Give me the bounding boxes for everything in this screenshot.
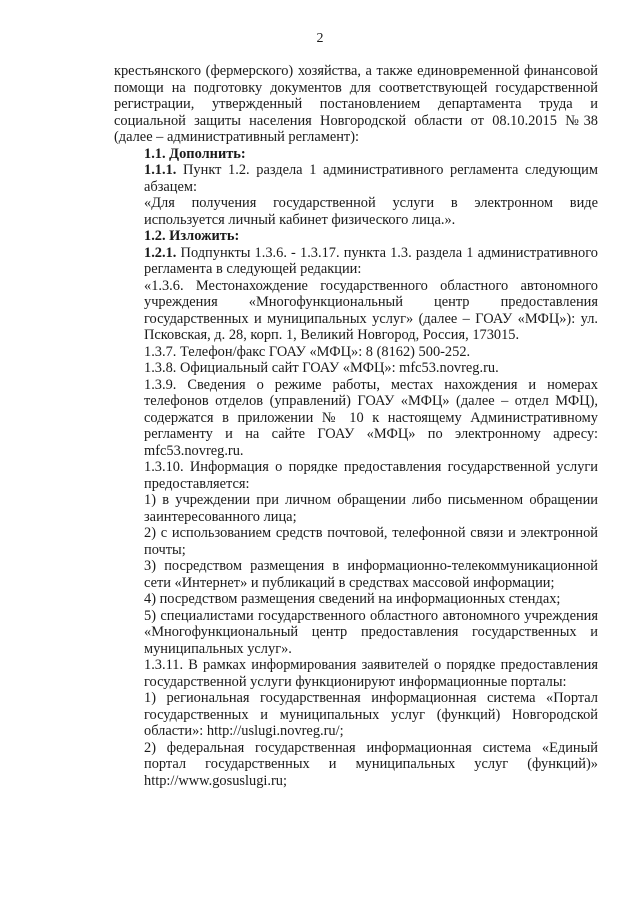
line-text: регламенту и на сайте ГОАУ «МФЦ» по электронному адресу: — [144, 426, 598, 442]
text-line — [114, 756, 598, 773]
text-line — [114, 443, 598, 460]
text-line — [114, 624, 598, 641]
text-line — [114, 476, 598, 493]
line-text: «Для получения государственной услуги в электронном виде — [144, 195, 598, 211]
text-line — [114, 162, 598, 179]
text-line — [114, 228, 598, 245]
line-text: абзацем: — [144, 178, 197, 195]
text-line — [114, 377, 598, 394]
document-body — [114, 63, 598, 789]
text-line — [114, 80, 598, 97]
text-line — [114, 674, 598, 691]
line-text: 1.3.9. Сведения о режиме работы, местах нахождения и номерах — [144, 376, 598, 393]
line-text: «Многофункциональный центр предоставления государственных и — [144, 624, 598, 640]
text-line — [114, 773, 598, 790]
line-text: Пункт 1.2. раздела 1 административного регламента следующим — [183, 162, 598, 178]
line-text: 1.1. Дополнить: — [144, 145, 246, 162]
line-text: учреждения «Многофункциональный центр предоставления — [144, 294, 598, 310]
line-text: Псковская, д. 28, корп. 1, Великий Новгород, Россия, 173015. — [144, 327, 520, 343]
line-text: 1.3.11. В рамках информирования заявителей о порядке предоставления — [144, 657, 598, 673]
line-text: 2) федеральная государственная информационная система «Единый — [144, 739, 598, 756]
text-line — [114, 245, 598, 262]
line-text: 1.3.7. Телефон/факс ГОАУ «МФЦ»: 8 (8162) 500-252. — [144, 343, 471, 360]
page-number: 2 — [316, 31, 324, 46]
text-line — [114, 707, 598, 724]
line-text: сети «Интернет» и публикаций в средствах массовой информации; — [144, 574, 555, 591]
text-line — [114, 261, 598, 278]
text-line — [114, 740, 598, 757]
line-text: содержатся в приложении № 10 к настоящему Административному — [144, 409, 598, 426]
text-line — [114, 212, 598, 229]
text-line — [114, 690, 598, 707]
text-line — [114, 393, 598, 410]
line-text: портал государственных и муниципальных услуг (функций)» — [144, 756, 598, 772]
line-number-label: 1.1.1. — [144, 162, 177, 178]
line-text: 1.2. Изложить: — [144, 228, 240, 244]
text-line — [114, 459, 598, 476]
text-line — [114, 492, 598, 509]
line-text: Подпункты 1.3.6. - 1.3.17. пункта 1.3. раздела 1 административного — [180, 244, 598, 261]
text-line — [114, 410, 598, 427]
line-text: 3) посредством размещения в информационно-телекоммуникационной — [144, 558, 598, 574]
line-text: mfc53.novreg.ru. — [144, 442, 244, 459]
text-line — [114, 311, 598, 328]
text-line — [114, 146, 598, 163]
text-line — [114, 344, 598, 361]
line-text: 1) региональная государственная информационная система «Портал — [144, 690, 598, 706]
line-text: «1.3.6. Местонахождение государственного областного автономного — [144, 277, 598, 294]
text-line — [114, 96, 598, 113]
text-line — [114, 294, 598, 311]
line-text: области»: http://uslugi.novreg.ru/; — [144, 723, 344, 739]
text-line — [114, 608, 598, 625]
text-line — [114, 641, 598, 658]
line-text: используется личный кабинет физического лица.». — [144, 211, 456, 228]
text-line — [114, 179, 598, 196]
line-text: социальной защиты населения Новгородской области от 08.10.2015 №38 — [114, 112, 598, 129]
text-line — [114, 360, 598, 377]
line-text: государственной услуги функционируют информационные порталы: — [144, 673, 567, 690]
text-line — [114, 195, 598, 212]
line-text: крестьянского (фермерского) хозяйства, а также единовременной финансовой — [114, 63, 598, 79]
line-text: регистрации, утвержденный постановлением департамента труда и — [114, 96, 598, 112]
line-text: (далее – административный регламент): — [114, 129, 360, 145]
text-line — [114, 426, 598, 443]
line-text: муниципальных услуг». — [144, 640, 292, 657]
line-text: помощи на подготовку документов для соответствующей государственной — [114, 79, 598, 96]
text-line — [114, 509, 598, 526]
text-line — [114, 591, 598, 608]
line-text: государственных и муниципальных услуг (функций) Новгородской — [144, 706, 598, 723]
text-line — [114, 278, 598, 295]
text-line — [114, 525, 598, 542]
line-text: 1.3.8. Официальный сайт ГОАУ «МФЦ»: mfc53.novreg.ru. — [144, 360, 499, 376]
line-text: 2) с использованием средств почтовой, телефонной связи и электронной — [144, 525, 598, 541]
line-text: предоставляется: — [144, 475, 250, 492]
text-line — [114, 129, 598, 146]
line-text: заинтересованного лица; — [144, 508, 297, 525]
line-text: 5) специалистами государственного областного автономного учреждения — [144, 607, 598, 624]
line-text: 1.3.10. Информация о порядке предоставления государственной услуги — [144, 459, 598, 475]
text-line — [114, 327, 598, 344]
line-text: государственных и муниципальных услуг» (далее – ГОАУ «МФЦ»): ул. — [144, 310, 598, 327]
text-line — [114, 113, 598, 130]
text-line — [114, 63, 598, 80]
text-line — [114, 723, 598, 740]
text-line — [114, 575, 598, 592]
text-line — [114, 657, 598, 674]
line-text: http://www.gosuslugi.ru; — [144, 772, 287, 789]
line-text: регламента в следующей редакции: — [144, 261, 362, 277]
line-number-label: 1.2.1. — [144, 244, 177, 261]
text-line — [114, 542, 598, 559]
line-text: почты; — [144, 541, 186, 558]
line-text: 4) посредством размещения сведений на информационных стендах; — [144, 591, 561, 607]
line-text: 1) в учреждении при личном обращении либо письменном обращении — [144, 492, 598, 508]
line-text: телефонов отделов (управлений) ГОАУ «МФЦ» (далее – отдел МФЦ), — [144, 393, 598, 409]
text-line — [114, 558, 598, 575]
